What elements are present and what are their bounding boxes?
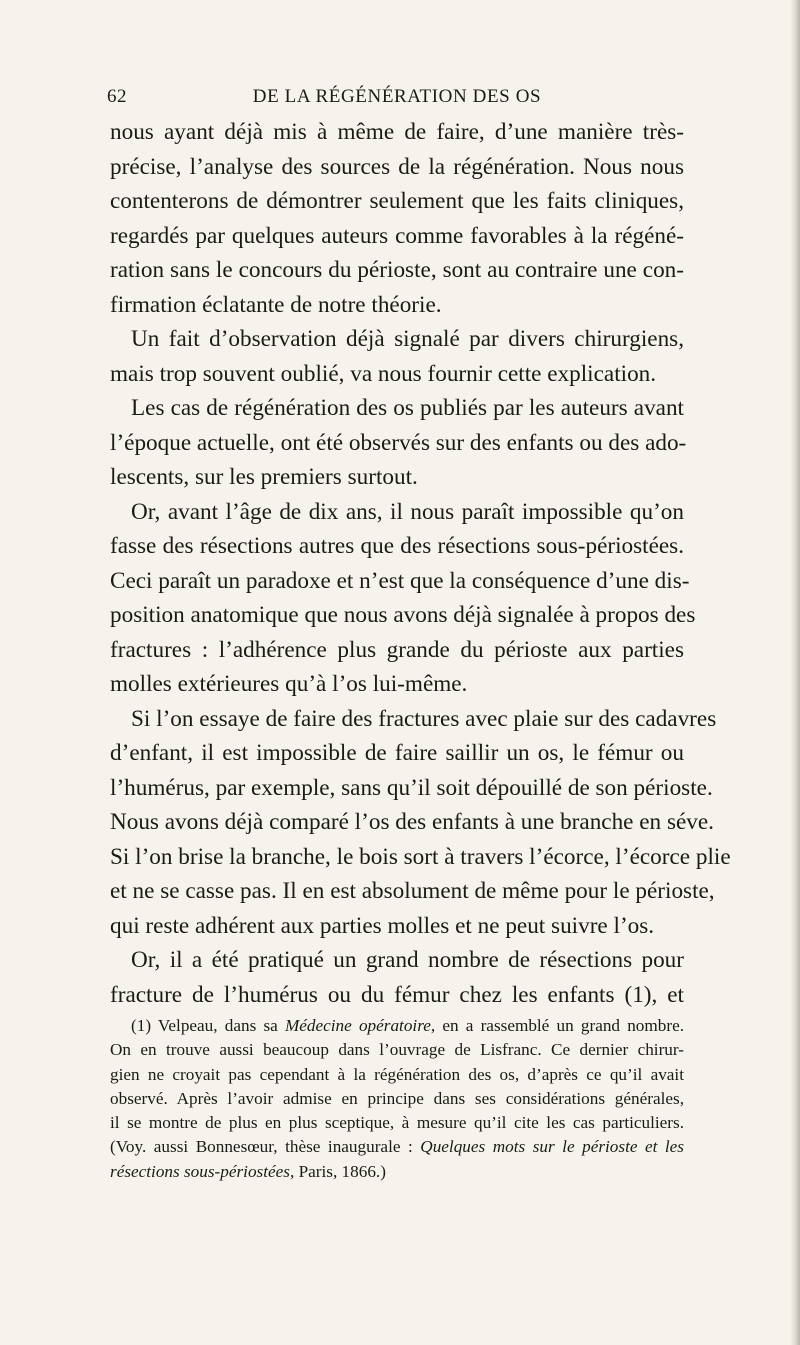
body-line: position anatomique que nous avons déjà signalée à propos des <box>110 602 696 628</box>
page-number: 62 <box>107 86 127 107</box>
body-line: Si l’on brise la branche, le bois sort à travers l’écorce, l’écorce plie <box>110 843 731 870</box>
footnote-line: gien ne croyait pas cependant à la régénération des os, d’après ce qu’il avait <box>110 1064 684 1084</box>
body-line: et ne se casse pas. Il en est absolument de même pour le périoste, <box>110 878 715 904</box>
footnote-line <box>110 1160 684 1184</box>
body-line: d’enfant, il est impossible de faire saillir un os, le fémur ou <box>110 740 684 766</box>
body-line: fracture de l’humérus ou du fémur chez les enfants (1), et <box>110 981 684 1008</box>
running-head: DE LA RÉGÉNÉRATION DES OS <box>252 86 542 107</box>
body-line: mais trop souvent oublié, va nous fournir cette explication. <box>110 360 657 387</box>
body-line: Or, avant l’âge de dix ans, il nous paraît impossible qu’on <box>131 498 684 525</box>
body-line: Nous avons déjà comparé l’os des enfants à une branche en séve. <box>110 809 714 835</box>
body-line: firmation éclatante de notre théorie. <box>110 291 442 318</box>
footnote-text: (Voy. aussi Bonnesœur, thèse inaugurale : <box>110 1137 421 1157</box>
footnote-line: observé. Après l’avoir admise en principe dans ses considérations générales, <box>110 1088 684 1108</box>
body-line: Si l’on essaye de faire des fractures avec plaie sur des cadavres <box>131 705 717 732</box>
footnote-text: (1) Velpeau, dans sa <box>131 1016 285 1035</box>
body-line: Or, il a été pratiqué un grand nombre de résections pour <box>131 947 684 973</box>
body-line: l’humérus, par exemple, sans qu’il soit dépouillé de son périoste. <box>110 774 713 801</box>
body-line: Ceci paraît un paradoxe et n’est que la conséquence d’une dis- <box>110 567 690 594</box>
body-text <box>110 115 731 1012</box>
footnote-line: il se montre de plus en plus sceptique, à mesure qu’il cite les cas particuliers. <box>110 1113 684 1133</box>
body-line: qui reste adhérent aux parties molles et ne peut suivre l’os. <box>110 912 655 939</box>
body-line: fractures : l’adhérence plus grande du périoste aux parties <box>110 636 684 663</box>
body-line: Un fait d’observation déjà signalé par divers chirurgiens, <box>131 326 684 352</box>
body-line: molles extérieures qu’à l’os lui-même. <box>110 671 468 697</box>
footnote-text: , en a rassemblé un grand nombre. <box>430 1016 684 1035</box>
footnote-italic-title: résections sous-périostées <box>110 1161 290 1181</box>
body-line: fasse des résections autres que des résections sous-périostées. <box>110 533 684 559</box>
body-line: Les cas de régénération des os publiés par les auteurs avant <box>131 395 684 421</box>
footnote-text: , Paris, 1866.) <box>289 1161 386 1181</box>
body-line: ration sans le concours du périoste, sont au contraire une con- <box>110 257 684 283</box>
body-line: regardés par quelques auteurs comme favorables à la régéné- <box>110 222 684 249</box>
body-line: lescents, sur les premiers surtout. <box>110 464 418 490</box>
body-line: contenterons de démontrer seulement que les faits cliniques, <box>110 188 684 214</box>
footnote-line <box>110 1135 684 1159</box>
footnote-italic-title: Quelques mots sur le périoste et les <box>420 1137 684 1157</box>
footnote <box>110 1014 684 1184</box>
footnote-italic-title: Médecine opératoire <box>284 1016 431 1035</box>
body-line: précise, l’analyse des sources de la régénération. Nous nous <box>110 153 684 180</box>
body-line: l’époque actuelle, ont été observés sur des enfants ou des ado- <box>110 429 687 456</box>
footnote-line: On en trouve aussi beaucoup dans l’ouvrage de Lisfranc. Ce dernier chirur- <box>110 1040 684 1060</box>
page-edge-shadow <box>790 0 800 1345</box>
page-header <box>107 86 687 116</box>
body-line: nous ayant déjà mis à même de faire, d’une manière très- <box>110 119 684 145</box>
footnote-line <box>110 1014 684 1038</box>
